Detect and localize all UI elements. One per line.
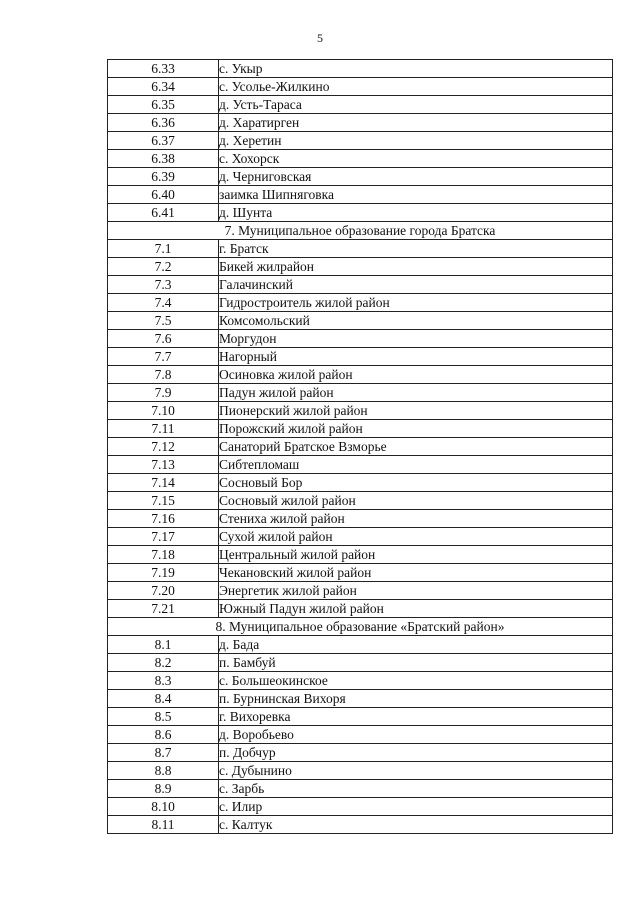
row-number: 8.5 (108, 708, 219, 726)
row-number: 6.35 (108, 96, 219, 114)
settlement-name: заимка Шипняговка (219, 186, 613, 204)
settlement-name: Галачинский (219, 276, 613, 294)
table-row (108, 546, 613, 564)
settlement-name: д. Шунта (219, 204, 613, 222)
table-row (108, 816, 613, 834)
table-row (108, 114, 613, 132)
row-number: 7.11 (108, 420, 219, 438)
table-row (108, 510, 613, 528)
settlement-name: Порожский жилой район (219, 420, 613, 438)
settlement-name: Центральный жилой район (219, 546, 613, 564)
table-row (108, 780, 613, 798)
table-row (108, 762, 613, 780)
settlement-name: п. Добчур (219, 744, 613, 762)
table-row (108, 474, 613, 492)
table-row (108, 366, 613, 384)
settlement-name: Осиновка жилой район (219, 366, 613, 384)
settlement-name: с. Калтук (219, 816, 613, 834)
table-row (108, 60, 613, 78)
row-number: 7.18 (108, 546, 219, 564)
row-number: 8.2 (108, 654, 219, 672)
table-row (108, 132, 613, 150)
row-number: 7.2 (108, 258, 219, 276)
table-row (108, 330, 613, 348)
table-row (108, 186, 613, 204)
page-number: 5 (317, 31, 323, 45)
settlement-name: с. Укыр (219, 60, 613, 78)
table-row (108, 204, 613, 222)
row-number: 8.11 (108, 816, 219, 834)
section-header-row (108, 222, 613, 240)
table-row (108, 276, 613, 294)
row-number: 7.14 (108, 474, 219, 492)
table-row (108, 240, 613, 258)
settlement-name: с. Илир (219, 798, 613, 816)
table-row (108, 438, 613, 456)
table-row (108, 690, 613, 708)
table-row (108, 600, 613, 618)
row-number: 7.15 (108, 492, 219, 510)
row-number: 7.21 (108, 600, 219, 618)
settlement-name: Южный Падун жилой район (219, 600, 613, 618)
settlement-name: д. Черниговская (219, 168, 613, 186)
row-number: 6.40 (108, 186, 219, 204)
table-row (108, 456, 613, 474)
table-row (108, 492, 613, 510)
row-number: 8.9 (108, 780, 219, 798)
table-body (108, 60, 613, 834)
table-row (108, 348, 613, 366)
settlement-name: Гидростроитель жилой район (219, 294, 613, 312)
row-number: 8.3 (108, 672, 219, 690)
settlement-name: Нагорный (219, 348, 613, 366)
settlement-name: Комсомольский (219, 312, 613, 330)
table-row (108, 726, 613, 744)
row-number: 6.38 (108, 150, 219, 168)
table-row (108, 654, 613, 672)
row-number: 6.33 (108, 60, 219, 78)
row-number: 8.6 (108, 726, 219, 744)
row-number: 7.5 (108, 312, 219, 330)
row-number: 7.7 (108, 348, 219, 366)
settlement-name: Чекановский жилой район (219, 564, 613, 582)
settlement-name: Сухой жилой район (219, 528, 613, 546)
row-number: 8.10 (108, 798, 219, 816)
row-number: 7.4 (108, 294, 219, 312)
settlement-name: д. Воробьево (219, 726, 613, 744)
settlement-name: Энергетик жилой район (219, 582, 613, 600)
settlement-name: с. Дубынино (219, 762, 613, 780)
row-number: 6.36 (108, 114, 219, 132)
row-number: 7.9 (108, 384, 219, 402)
table-row (108, 294, 613, 312)
table-row (108, 798, 613, 816)
settlement-name: Сосновый Бор (219, 474, 613, 492)
settlement-name: д. Херетин (219, 132, 613, 150)
settlement-name: Сосновый жилой район (219, 492, 613, 510)
table-row (108, 312, 613, 330)
row-number: 8.1 (108, 636, 219, 654)
settlement-name: д. Бада (219, 636, 613, 654)
section-title: 7. Муниципальное образование города Братска (108, 222, 613, 240)
table-row (108, 636, 613, 654)
table-row (108, 78, 613, 96)
row-number: 7.12 (108, 438, 219, 456)
row-number: 8.8 (108, 762, 219, 780)
table-row (108, 402, 613, 420)
row-number: 7.16 (108, 510, 219, 528)
settlement-name: д. Харатирген (219, 114, 613, 132)
table-row (108, 258, 613, 276)
table-row (108, 672, 613, 690)
table-row (108, 420, 613, 438)
settlement-name: с. Хохорск (219, 150, 613, 168)
settlement-name: с. Зарбь (219, 780, 613, 798)
settlements-table (107, 59, 613, 834)
table-row (108, 528, 613, 546)
table-row (108, 708, 613, 726)
row-number: 7.6 (108, 330, 219, 348)
row-number: 7.20 (108, 582, 219, 600)
settlement-name: Бикей жилрайон (219, 258, 613, 276)
row-number: 7.3 (108, 276, 219, 294)
row-number: 6.39 (108, 168, 219, 186)
settlement-name: п. Бамбуй (219, 654, 613, 672)
row-number: 7.10 (108, 402, 219, 420)
settlement-name: д. Усть-Тараса (219, 96, 613, 114)
row-number: 6.41 (108, 204, 219, 222)
table-row (108, 564, 613, 582)
settlement-name: г. Братск (219, 240, 613, 258)
row-number: 7.8 (108, 366, 219, 384)
settlement-name: Моргудон (219, 330, 613, 348)
settlement-name: п. Бурнинская Вихоря (219, 690, 613, 708)
section-header-row (108, 618, 613, 636)
settlement-name: Падун жилой район (219, 384, 613, 402)
settlement-name: Пионерский жилой район (219, 402, 613, 420)
table-row (108, 744, 613, 762)
row-number: 7.19 (108, 564, 219, 582)
table-row (108, 96, 613, 114)
row-number: 7.1 (108, 240, 219, 258)
table-row (108, 582, 613, 600)
settlement-name: г. Вихоревка (219, 708, 613, 726)
row-number: 6.34 (108, 78, 219, 96)
section-title: 8. Муниципальное образование «Братский район» (108, 618, 613, 636)
settlement-name: с. Большеокинское (219, 672, 613, 690)
row-number: 7.17 (108, 528, 219, 546)
settlement-name: Сибтепломаш (219, 456, 613, 474)
table-row (108, 150, 613, 168)
row-number: 7.13 (108, 456, 219, 474)
row-number: 6.37 (108, 132, 219, 150)
settlement-name: с. Усолье-Жилкино (219, 78, 613, 96)
row-number: 8.7 (108, 744, 219, 762)
settlement-name: Санаторий Братское Взморье (219, 438, 613, 456)
table-row (108, 384, 613, 402)
table-row (108, 168, 613, 186)
settlement-name: Стениха жилой район (219, 510, 613, 528)
row-number: 8.4 (108, 690, 219, 708)
